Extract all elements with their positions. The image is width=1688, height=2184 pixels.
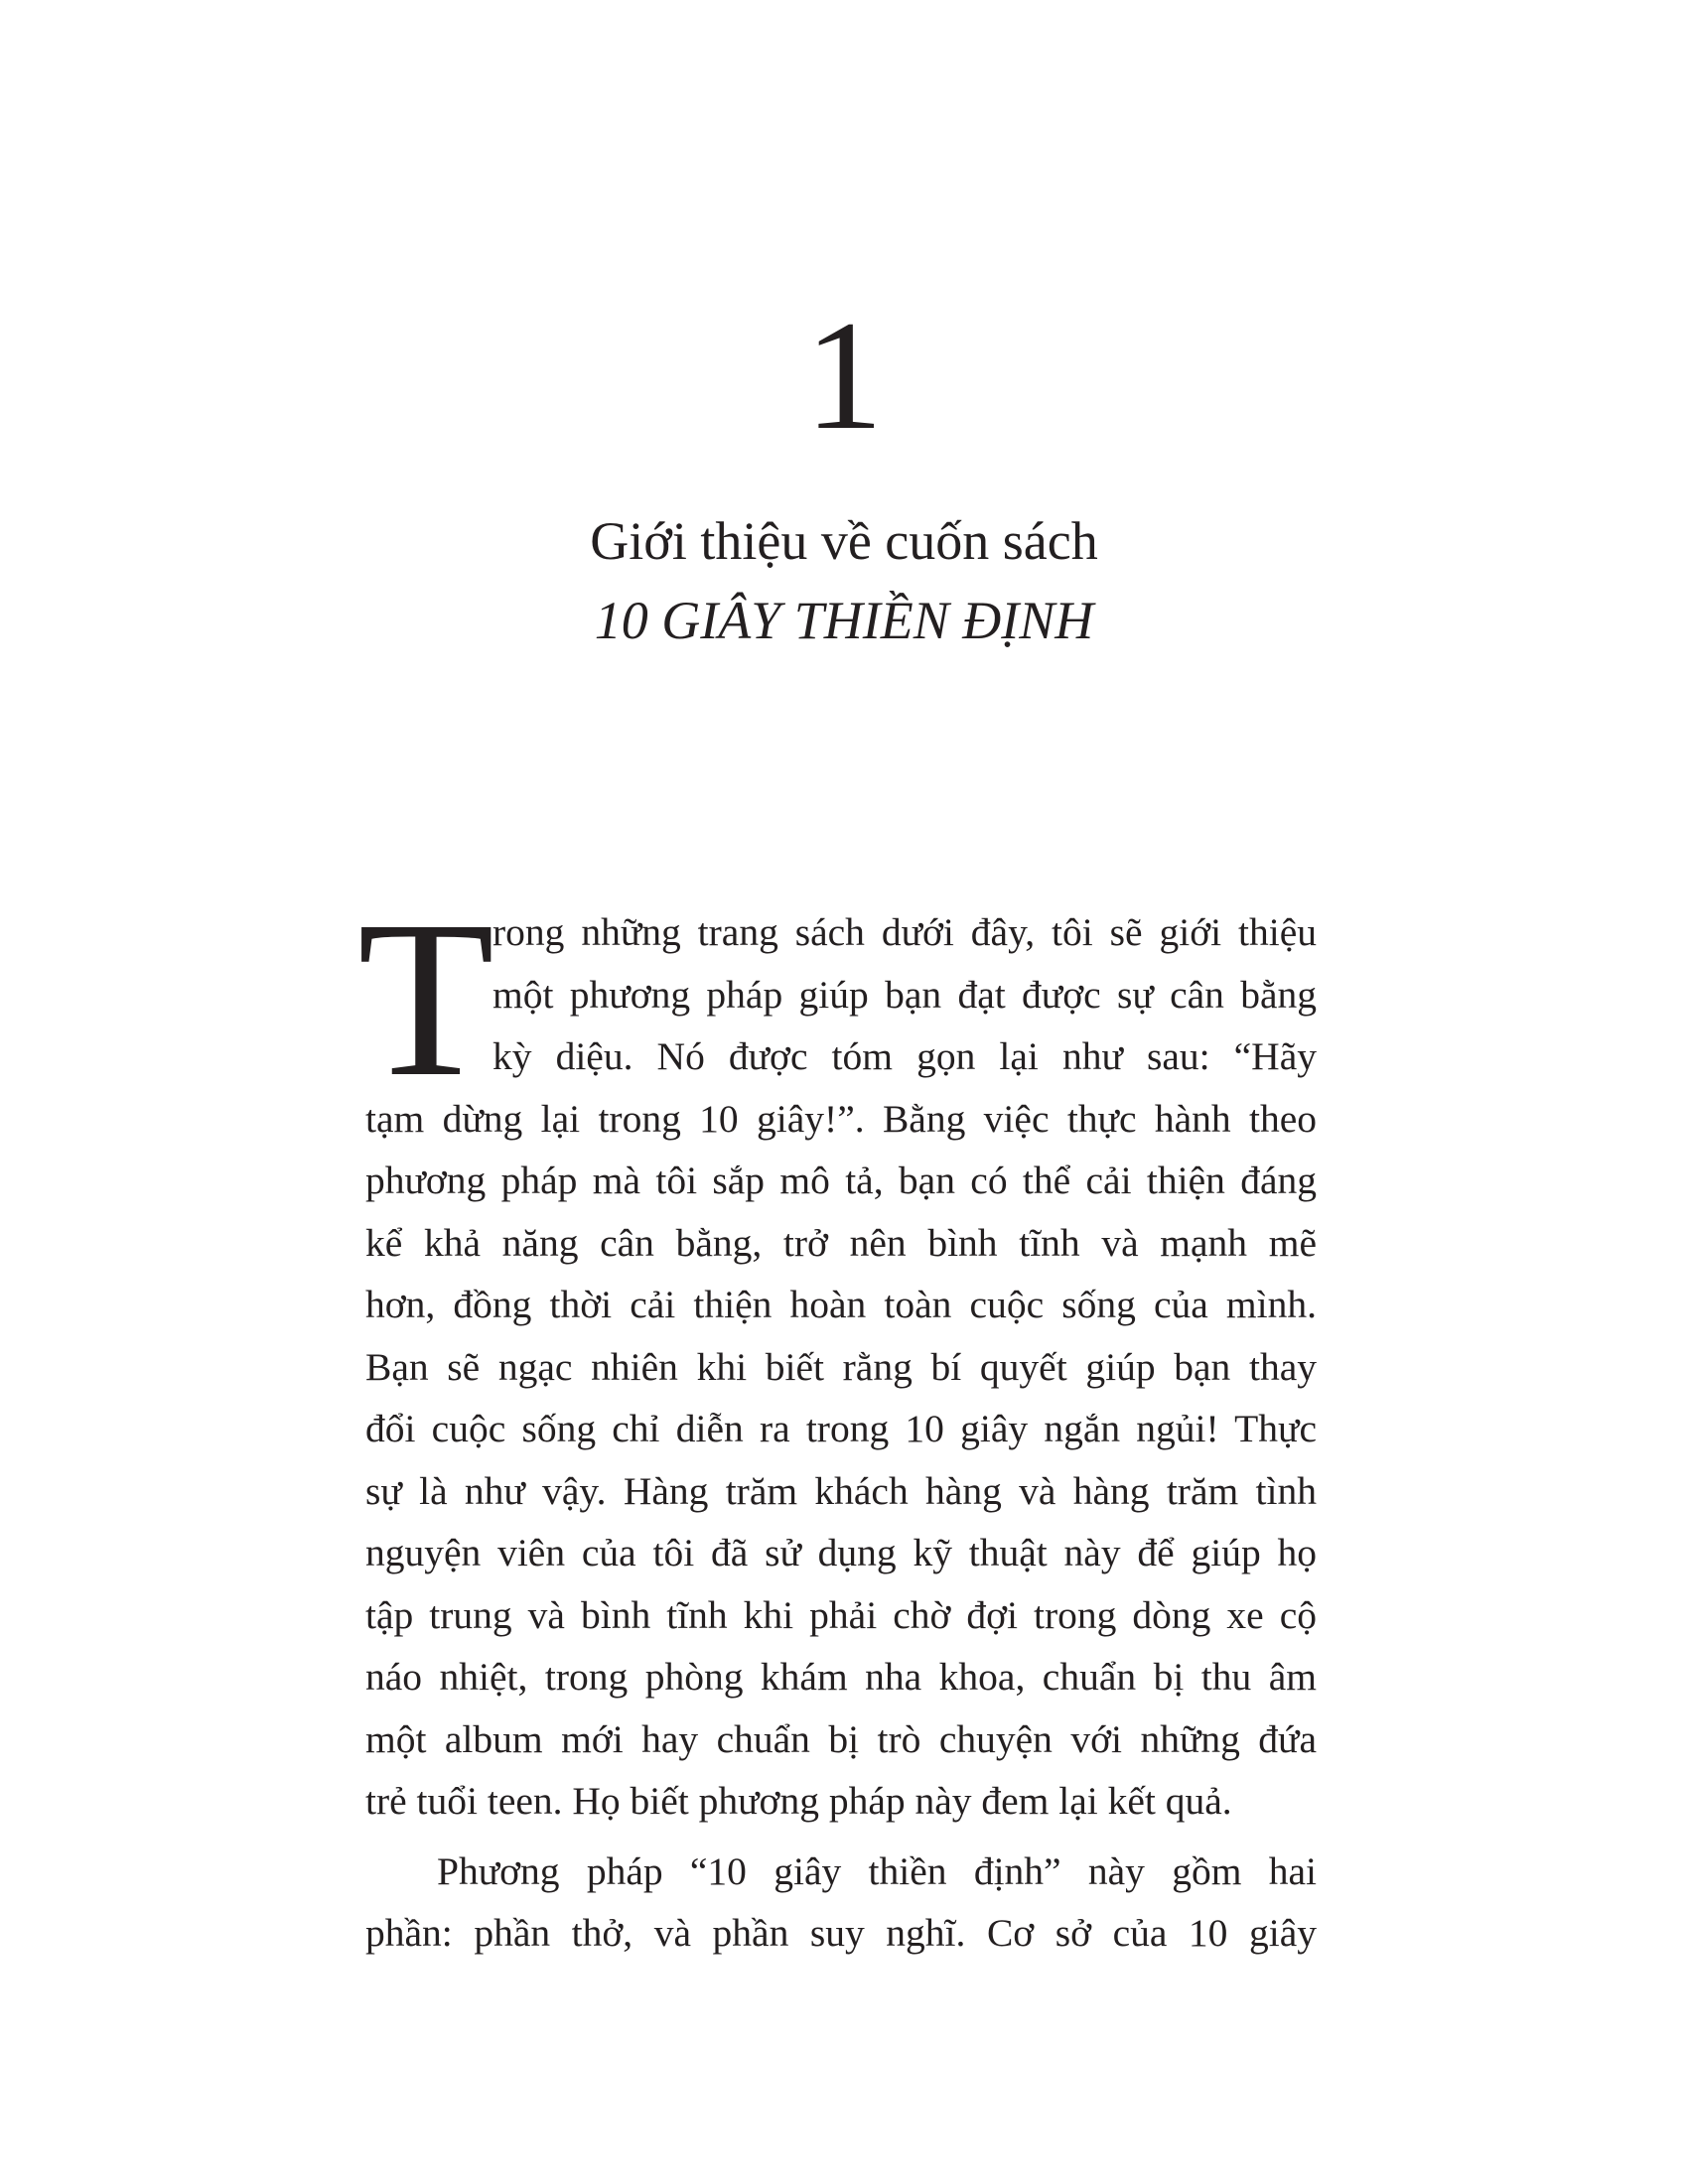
text-line: tạm dừng lại trong 10 giây!”. Bằng việc thực hành theo xyxy=(365,1096,1317,1141)
chapter-title-line-2: 10 GIÂY THIỀN ĐỊNH xyxy=(594,591,1094,650)
text-line: kể khả năng cân bằng, trở nên bình tĩnh và mạnh mẽ xyxy=(365,1220,1317,1265)
text-line: một phương pháp giúp bạn đạt được sự cân bằng xyxy=(492,972,1317,1017)
text-line: kỳ diệu. Nó được tóm gọn lại như sau: “Hãy xyxy=(492,1034,1317,1078)
drop-cap: T xyxy=(357,875,495,1123)
text-line: Phương pháp “10 giây thiền định” này gồm hai xyxy=(437,1848,1317,1893)
text-line: rong những trang sách dưới đây, tôi sẽ giới thiệu xyxy=(492,910,1317,954)
text-line: Bạn sẽ ngạc nhiên khi biết rằng bí quyết giúp bạn thay xyxy=(365,1344,1317,1389)
text-line: sự là như vậy. Hàng trăm khách hàng và hàng trăm tình xyxy=(365,1468,1317,1513)
chapter-title-line-1: Giới thiệu về cuốn sách xyxy=(590,511,1098,571)
paragraph-2 xyxy=(365,1841,1317,1965)
text-line: phần: phần thở, và phần suy nghĩ. Cơ sở của 10 giây xyxy=(365,1911,1317,1955)
chapter-number: 1 xyxy=(804,289,884,463)
text-line: phương pháp mà tôi sắp mô tả, bạn có thể cải thiện đáng xyxy=(365,1159,1317,1202)
text-line: đổi cuộc sống chỉ diễn ra trong 10 giây ngắn ngủi! Thực xyxy=(365,1407,1317,1450)
text-line: náo nhiệt, trong phòng khám nha khoa, chuẩn bị thu âm xyxy=(365,1655,1317,1699)
text-line: tập trung và bình tĩnh khi phải chờ đợi trong dòng xe cộ xyxy=(365,1592,1317,1637)
text-line: hơn, đồng thời cải thiện hoàn toàn cuộc sống của mình. xyxy=(365,1283,1317,1326)
body-text xyxy=(357,875,1317,1965)
chapter-title xyxy=(0,501,1688,660)
text-line: một album mới hay chuẩn bị trò chuyện với những đứa xyxy=(365,1716,1317,1761)
paragraph-1 xyxy=(365,901,1317,1833)
text-line: trẻ tuổi teen. Họ biết phương pháp này đem lại kết quả. xyxy=(365,1779,1232,1823)
text-line: nguyện viên của tôi đã sử dụng kỹ thuật này để giúp họ xyxy=(365,1531,1317,1574)
